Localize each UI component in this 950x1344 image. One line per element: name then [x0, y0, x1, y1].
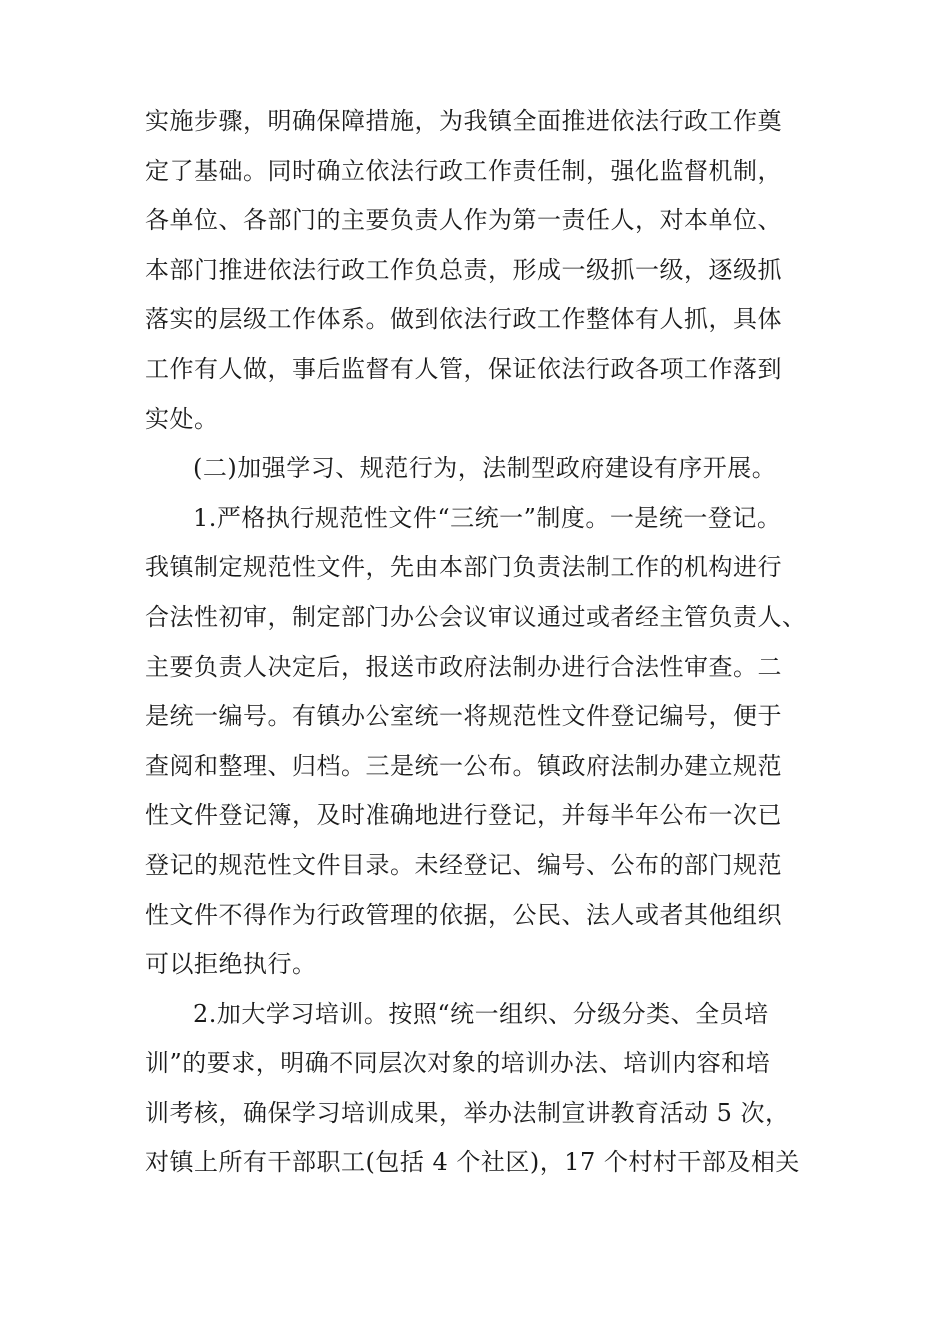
text-line: 训考核，确保学习培训成果，举办法制宣讲教育活动 5 次， [145, 1098, 790, 1127]
text-line: 性文件不得作为行政管理的依据，公民、法人或者其他组织 [145, 900, 782, 929]
text-line: 各单位、各部门的主要负责人作为第一责任人，对本单位、 [145, 206, 782, 235]
text-line: 训”的要求，明确不同层次对象的培训办法、培训内容和培 [145, 1049, 771, 1078]
text-line: 是统一编号。有镇办公室统一将规范性文件登记编号，便于 [145, 702, 782, 731]
text-line: 定了基础。同时确立依法行政工作责任制，强化监督机制， [145, 156, 782, 185]
text-line: 对镇上所有干部职工(包括 4 个社区)，17 个村村干部及相关 [145, 1148, 800, 1177]
text-line: 主要负责人决定后，报送市政府法制办进行合法性审查。二 [145, 652, 782, 681]
text-line: 本部门推进依法行政工作负总责，形成一级抓一级，逐级抓 [145, 255, 782, 284]
text-line: 我镇制定规范性文件，先由本部门负责法制工作的机构进行 [145, 553, 782, 582]
body-text [145, 97, 825, 1188]
text-line: 工作有人做，事后监督有人管，保证依法行政各项工作落到 [145, 354, 782, 383]
text-line: 落实的层级工作体系。做到依法行政工作整体有人抓，具体 [145, 305, 782, 334]
text-line: 性文件登记簿，及时准确地进行登记，并每半年公布一次已 [145, 801, 782, 830]
section-heading: (二)加强学习、规范行为，法制型政府建设有序开展。 [193, 454, 777, 483]
text-line: 实处。 [145, 404, 219, 433]
text-line: 登记的规范性文件目录。未经登记、编号、公布的部门规范 [145, 850, 782, 879]
text-line: 可以拒绝执行。 [145, 950, 317, 979]
text-line: 实施步骤，明确保障措施，为我镇全面推进依法行政工作奠 [145, 107, 782, 135]
text-line: 2.加大学习培训。按照“统一组织、分级分类、全员培 [193, 999, 769, 1028]
text-line: 合法性初审，制定部门办公会议审议通过或者经主管负责人、 [145, 602, 807, 631]
text-line: 1.严格执行规范性文件“三统一”制度。一是统一登记。 [193, 503, 782, 532]
text-line: 查阅和整理、归档。三是统一公布。镇政府法制办建立规范 [145, 751, 782, 780]
